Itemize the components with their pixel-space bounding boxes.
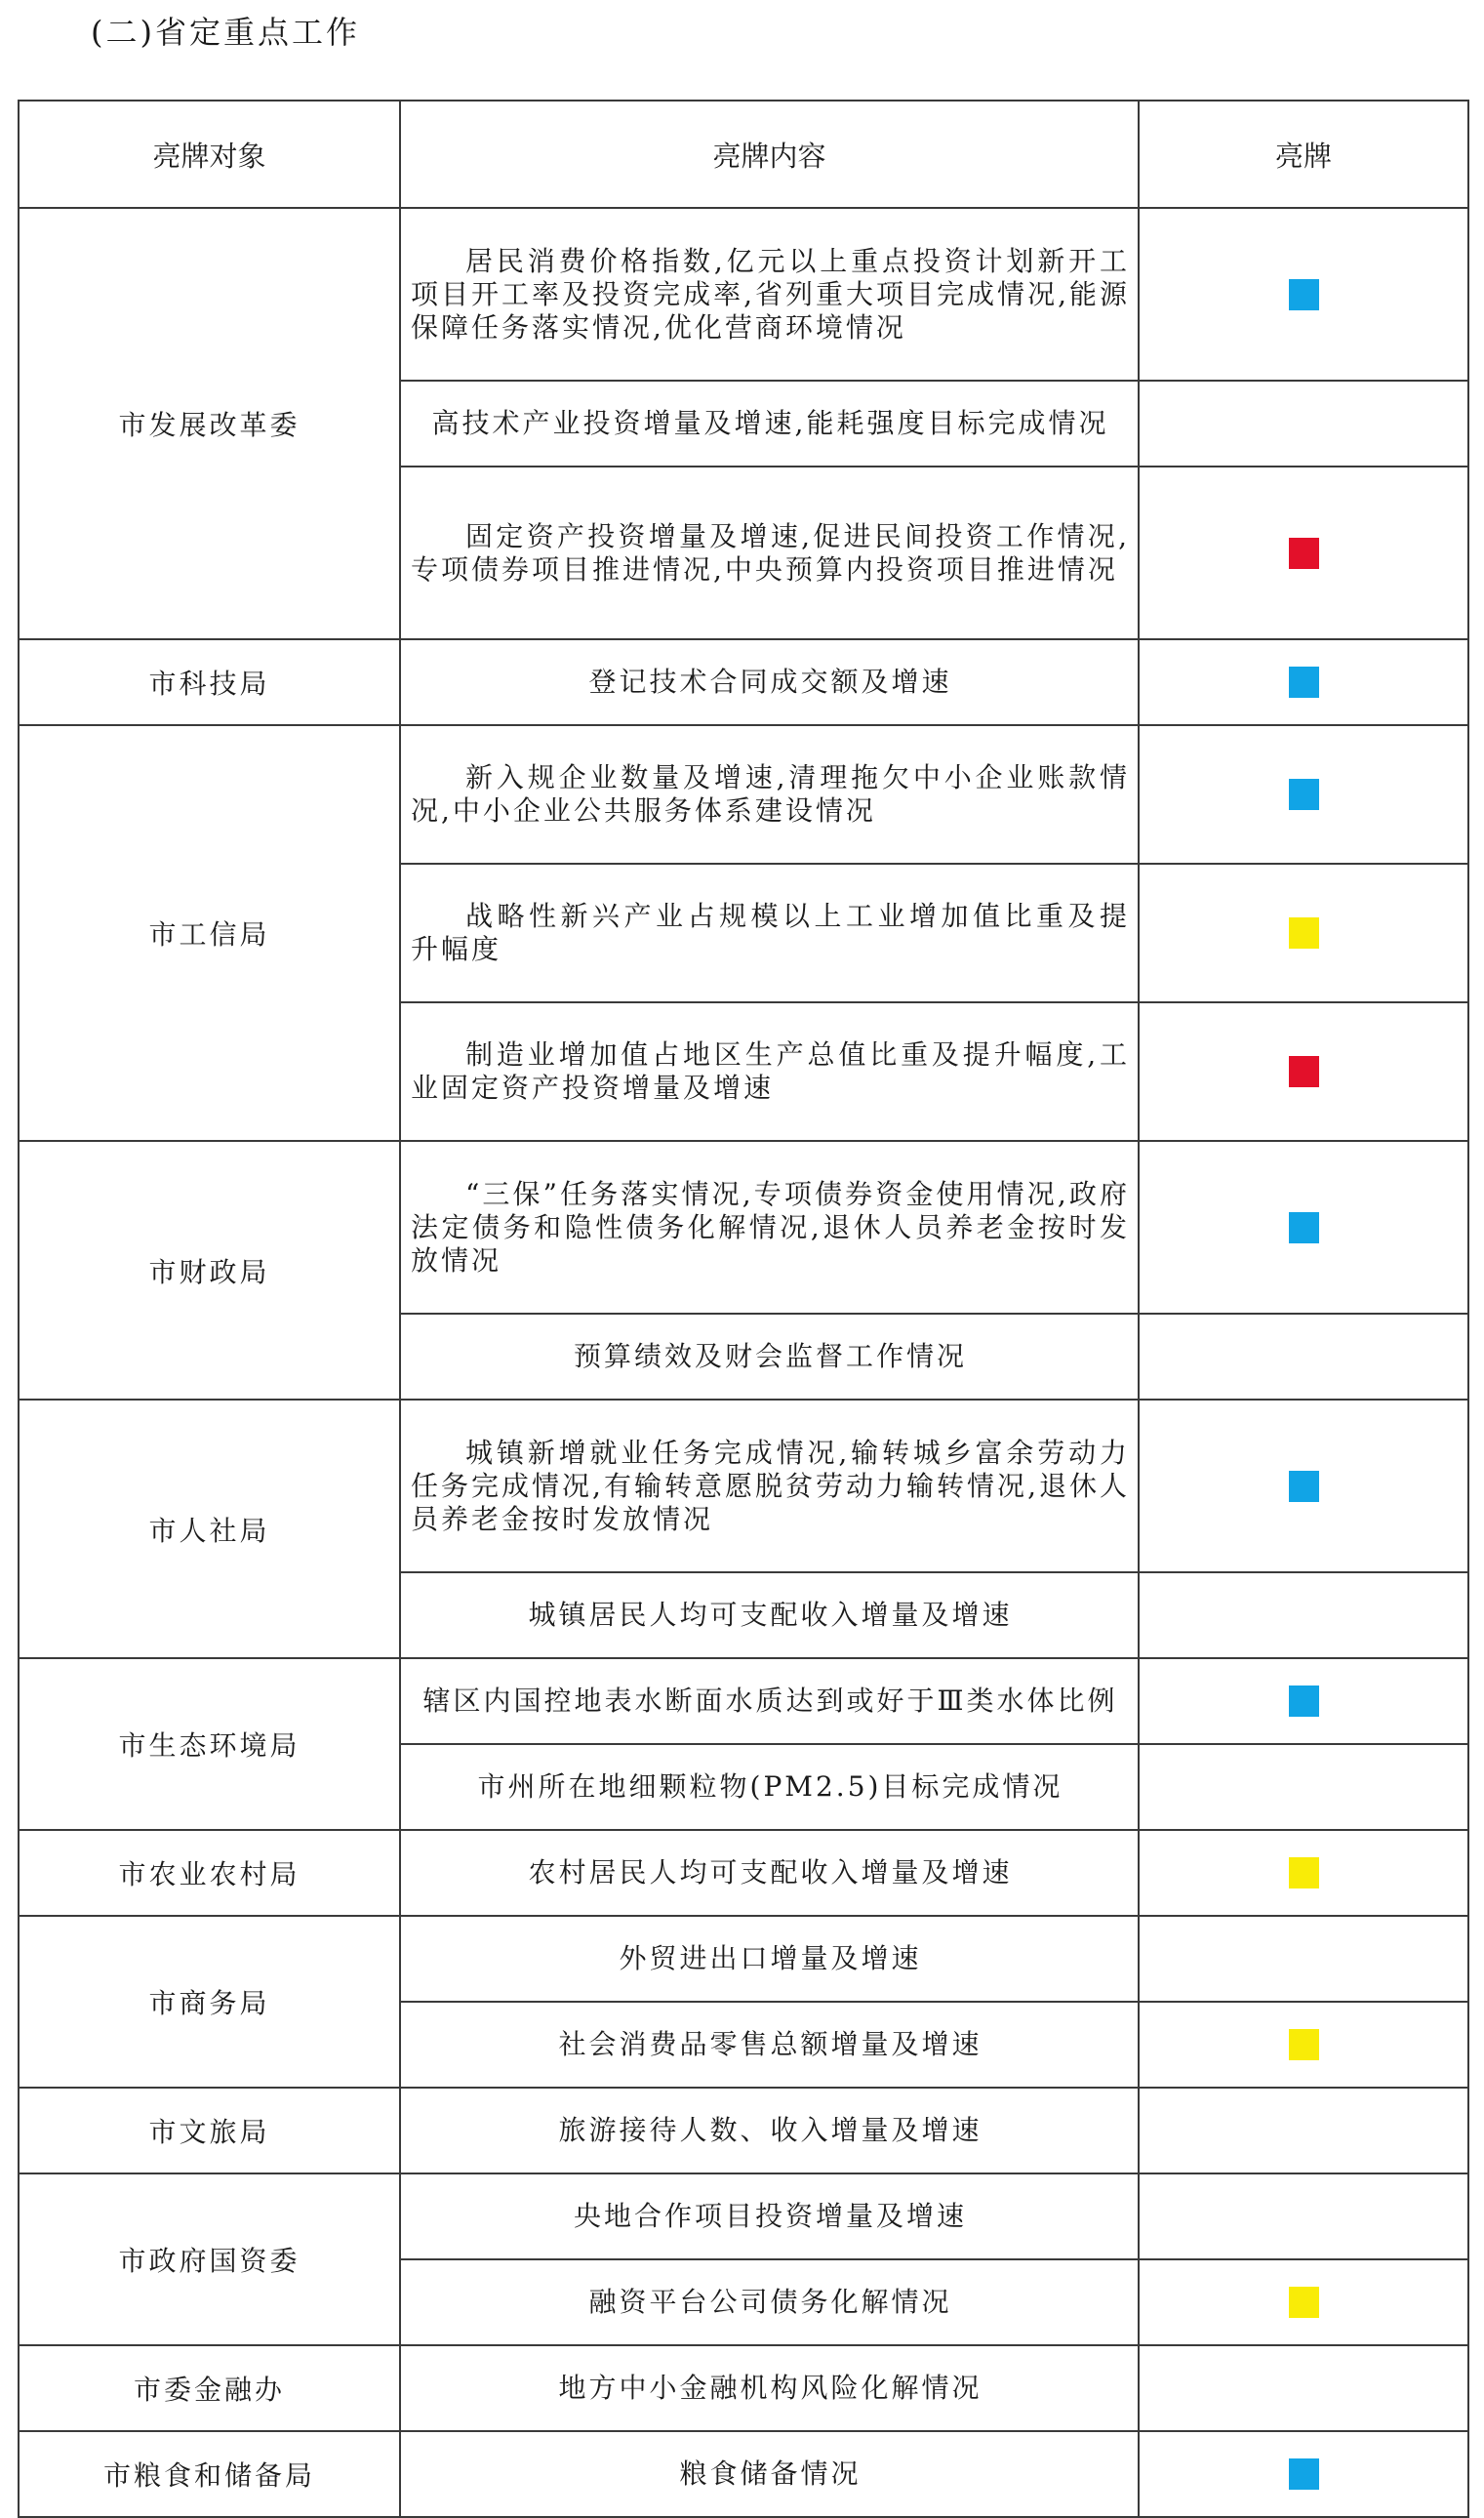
status-square-icon — [1289, 667, 1319, 698]
table-row — [19, 2088, 1468, 2173]
status-square-icon — [1289, 1471, 1319, 1502]
content-cell: 农村居民人均可支配收入增量及增速 — [400, 1830, 1139, 1916]
status-square-icon — [1289, 279, 1319, 310]
status-square-icon — [1289, 917, 1319, 949]
target-cell: 市粮食和储备局 — [19, 2431, 400, 2517]
table-row — [19, 1400, 1468, 1572]
status-square-icon — [1289, 2458, 1319, 2490]
table-row — [19, 639, 1468, 725]
target-cell: 市发展改革委 — [19, 208, 400, 639]
content-cell: 央地合作项目投资增量及增速 — [400, 2173, 1139, 2259]
content-cell: 辖区内国控地表水断面水质达到或好于Ⅲ类水体比例 — [400, 1658, 1139, 1744]
header-light: 亮牌 — [1139, 101, 1468, 208]
target-cell: 市文旅局 — [19, 2088, 400, 2173]
content-cell: 新入规企业数量及增速,清理拖欠中小企业账款情况,中小企业公共服务体系建设情况 — [400, 725, 1139, 864]
content-cell: 社会消费品零售总额增量及增速 — [400, 2002, 1139, 2088]
target-cell: 市委金融办 — [19, 2345, 400, 2431]
target-cell: 市商务局 — [19, 1916, 400, 2088]
content-cell: 制造业增加值占地区生产总值比重及提升幅度,工业固定资产投资增量及增速 — [400, 1002, 1139, 1141]
content-cell: 固定资产投资增量及增速,促进民间投资工作情况,专项债券项目推进情况,中央预算内投资项目推进情况 — [400, 467, 1139, 639]
light-cell — [1139, 639, 1468, 725]
light-cell — [1139, 1658, 1468, 1744]
status-square-icon — [1289, 2029, 1319, 2060]
light-cell — [1139, 208, 1468, 381]
section-title: (二)省定重点工作 — [91, 14, 360, 51]
target-cell: 市科技局 — [19, 639, 400, 725]
light-cell — [1139, 1916, 1468, 2002]
light-cell — [1139, 381, 1468, 467]
status-square-icon — [1289, 2287, 1319, 2318]
table-row — [19, 1658, 1468, 1744]
header-row — [19, 101, 1468, 208]
header-content: 亮牌内容 — [400, 101, 1139, 208]
light-cell — [1139, 725, 1468, 864]
target-cell: 市农业农村局 — [19, 1830, 400, 1916]
table-row — [19, 1830, 1468, 1916]
content-cell: 预算绩效及财会监督工作情况 — [400, 1314, 1139, 1400]
target-cell: 市财政局 — [19, 1141, 400, 1400]
light-cell — [1139, 2259, 1468, 2345]
content-cell: 融资平台公司债务化解情况 — [400, 2259, 1139, 2345]
target-cell: 市人社局 — [19, 1400, 400, 1658]
light-cell — [1139, 1314, 1468, 1400]
status-square-icon — [1289, 1857, 1319, 1888]
content-cell: 旅游接待人数、收入增量及增速 — [400, 2088, 1139, 2173]
content-cell: 城镇新增就业任务完成情况,输转城乡富余劳动力任务完成情况,有输转意愿脱贫劳动力输转情况,退休人员养老金按时发放情况 — [400, 1400, 1139, 1572]
status-square-icon — [1289, 1056, 1319, 1087]
content-cell: 高技术产业投资增量及增速,能耗强度目标完成情况 — [400, 381, 1139, 467]
light-cell — [1139, 2088, 1468, 2173]
content-cell: 粮食储备情况 — [400, 2431, 1139, 2517]
content-cell: 战略性新兴产业占规模以上工业增加值比重及提升幅度 — [400, 864, 1139, 1002]
light-cell — [1139, 1744, 1468, 1830]
content-cell: 居民消费价格指数,亿元以上重点投资计划新开工项目开工率及投资完成率,省列重大项目完成情况,能源保障任务落实情况,优化营商环境情况 — [400, 208, 1139, 381]
light-cell — [1139, 2002, 1468, 2088]
header-target: 亮牌对象 — [19, 101, 400, 208]
status-square-icon — [1289, 538, 1319, 569]
table-row — [19, 2345, 1468, 2431]
light-cell — [1139, 1002, 1468, 1141]
light-cell — [1139, 467, 1468, 639]
ranking-table — [18, 100, 1469, 2518]
status-square-icon — [1289, 779, 1319, 810]
content-cell: 地方中小金融机构风险化解情况 — [400, 2345, 1139, 2431]
table-row — [19, 725, 1468, 864]
target-cell: 市工信局 — [19, 725, 400, 1141]
content-cell: 城镇居民人均可支配收入增量及增速 — [400, 1572, 1139, 1658]
content-cell: “三保”任务落实情况,专项债券资金使用情况,政府法定债务和隐性债务化解情况,退休人员养老金按时发放情况 — [400, 1141, 1139, 1314]
target-cell: 市生态环境局 — [19, 1658, 400, 1830]
light-cell — [1139, 2173, 1468, 2259]
content-cell: 市州所在地细颗粒物(PM2.5)目标完成情况 — [400, 1744, 1139, 1830]
light-cell — [1139, 2345, 1468, 2431]
light-cell — [1139, 864, 1468, 1002]
light-cell — [1139, 2431, 1468, 2517]
table-row — [19, 2173, 1468, 2259]
table-row — [19, 1916, 1468, 2002]
target-cell: 市政府国资委 — [19, 2173, 400, 2345]
content-cell: 外贸进出口增量及增速 — [400, 1916, 1139, 2002]
table-row — [19, 2431, 1468, 2517]
status-square-icon — [1289, 1685, 1319, 1717]
light-cell — [1139, 1400, 1468, 1572]
light-cell — [1139, 1141, 1468, 1314]
status-square-icon — [1289, 1212, 1319, 1243]
content-cell: 登记技术合同成交额及增速 — [400, 639, 1139, 725]
table-row — [19, 1141, 1468, 1314]
light-cell — [1139, 1830, 1468, 1916]
light-cell — [1139, 1572, 1468, 1658]
table-row — [19, 208, 1468, 381]
